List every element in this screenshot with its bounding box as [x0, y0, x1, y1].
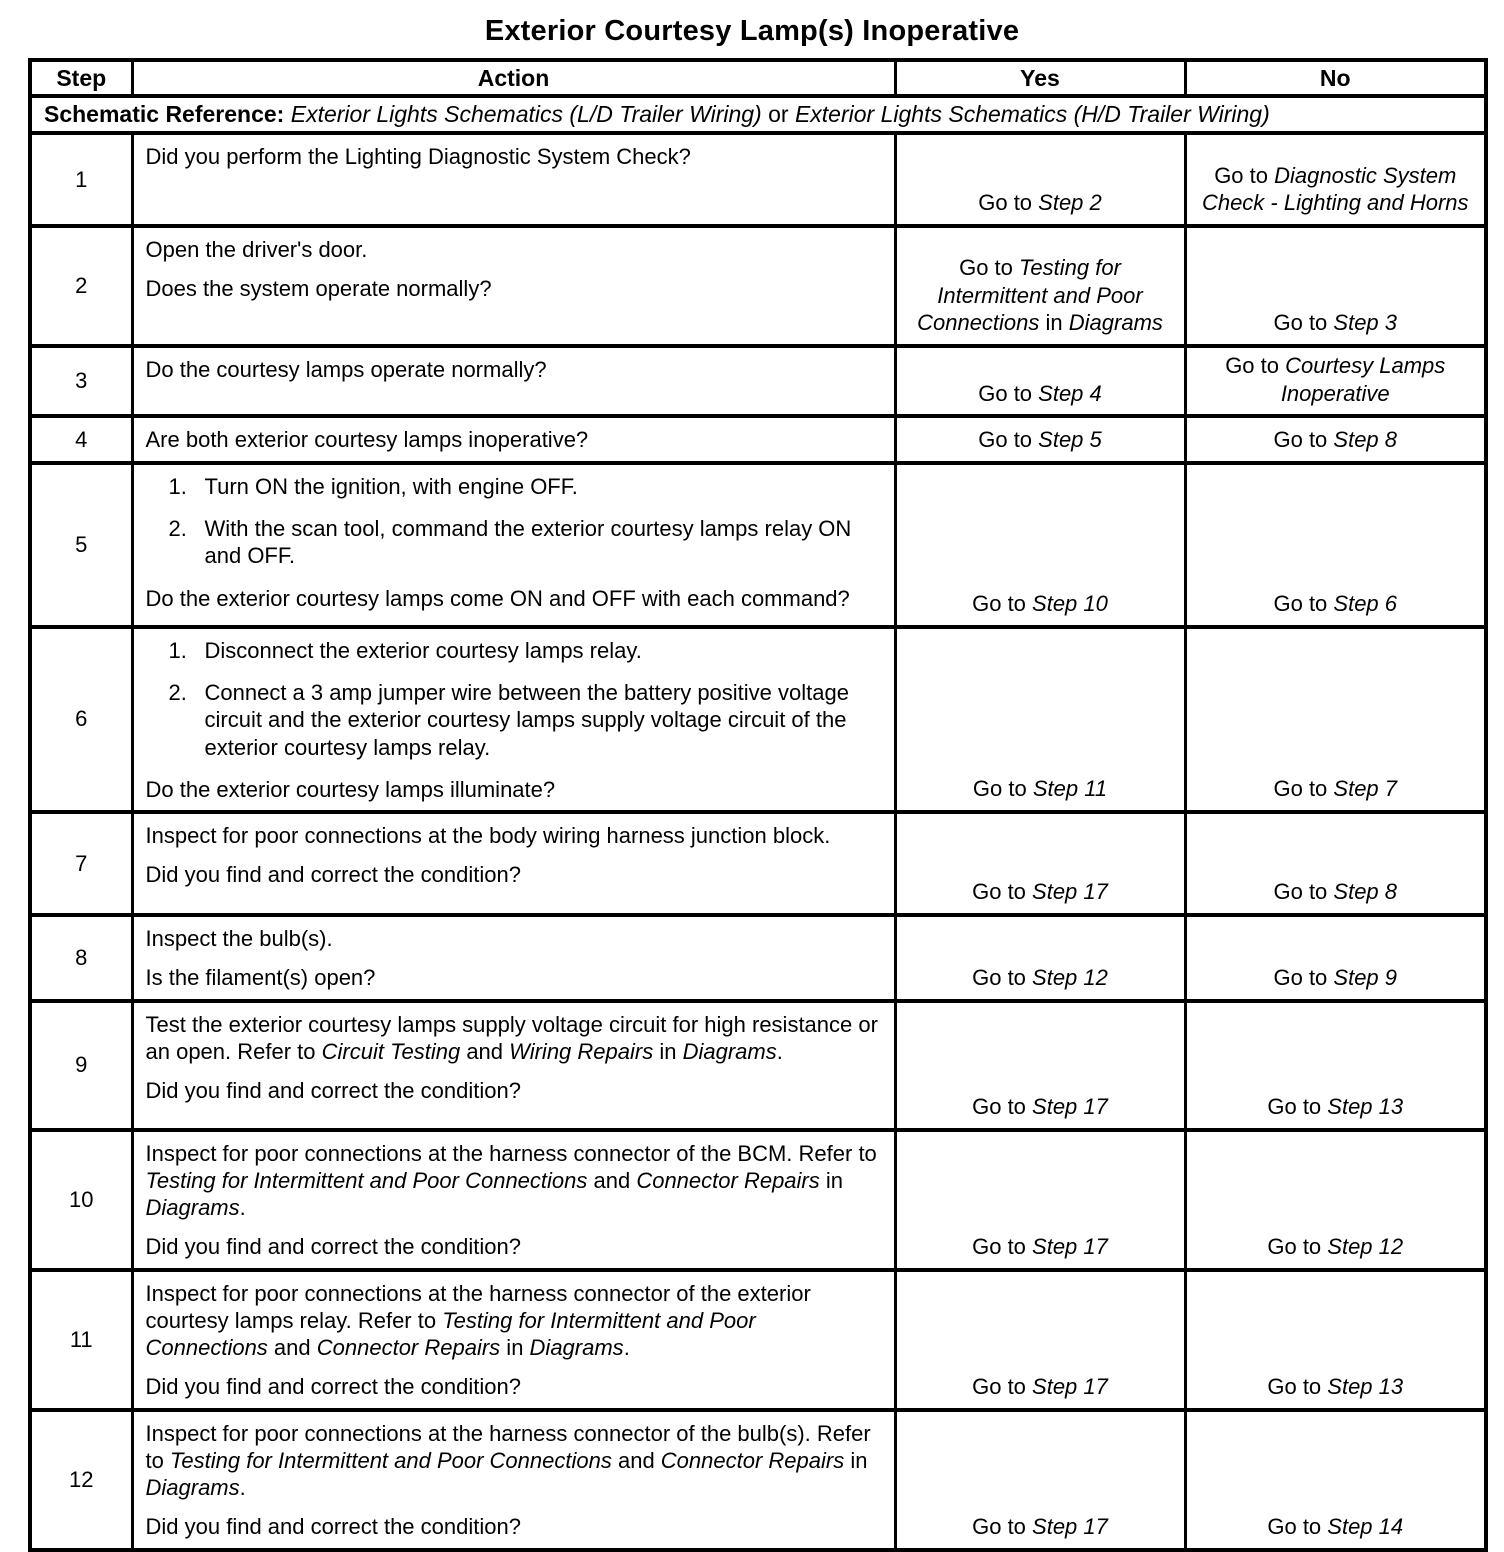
text-segment: in [653, 1038, 683, 1064]
italic-text-segment: Step 6 [1333, 590, 1398, 616]
action-cell [132, 416, 895, 462]
yes-cell [895, 1001, 1185, 1130]
action-cell [132, 463, 895, 627]
italic-text-segment: Step 8 [1333, 426, 1398, 452]
italic-text-segment: Step 14 [1327, 1514, 1404, 1540]
text-segment: Go to [1273, 879, 1334, 905]
yes-cell [895, 812, 1185, 915]
italic-text-segment: Connector Repairs [660, 1447, 845, 1473]
text-segment: Inspect the bulb(s). [145, 926, 333, 952]
no-cell [1185, 346, 1486, 416]
action-paragraph [146, 143, 884, 170]
text-segment: With the scan tool, command the exterior courtesy lamps relay ON and OFF. [204, 515, 852, 569]
text-segment: Go to [972, 1233, 1033, 1259]
italic-text-segment: Step 13 [1327, 1093, 1404, 1119]
italic-text-segment: Diagrams [682, 1038, 777, 1064]
text-segment: Inspect for poor connections at the harness connector of the bulb(s). Refer to [145, 1420, 871, 1473]
table-row [30, 812, 1486, 915]
action-list-item [169, 515, 884, 570]
action-list-item [169, 637, 884, 664]
action-cell [132, 1410, 895, 1550]
no-cell [1185, 812, 1486, 915]
table-row [30, 416, 1486, 462]
table-row [30, 627, 1486, 812]
text-segment: Go to [1267, 1093, 1328, 1119]
italic-text-segment: Step 13 [1327, 1373, 1404, 1399]
text-segment: Go to [1273, 776, 1334, 802]
list-number: 1. [168, 473, 187, 499]
italic-text-segment: Step 8 [1333, 879, 1398, 905]
action-cell [132, 1130, 895, 1270]
text-segment: in [1039, 310, 1069, 336]
text-segment: and [587, 1167, 637, 1193]
action-paragraph [146, 1140, 884, 1222]
table-row [30, 346, 1486, 416]
text-segment: Does the system operate normally? [145, 276, 492, 302]
text-segment: . [239, 1475, 246, 1501]
text-segment: Open the driver's door. [145, 237, 368, 262]
step-number-cell: 10 [30, 1130, 132, 1270]
action-paragraph [146, 1233, 884, 1260]
step-number-cell: 9 [30, 1001, 132, 1130]
italic-text-segment: Connector Repairs [636, 1167, 820, 1193]
table-row [30, 1001, 1486, 1130]
table-header-row [30, 60, 1486, 96]
italic-text-segment: Testing for Intermittent and Poor Connections [145, 1167, 588, 1193]
action-cell [132, 915, 895, 1001]
step-number-cell: 2 [30, 226, 132, 346]
text-segment: Go to [972, 590, 1033, 616]
text-segment: Go to [1273, 426, 1334, 452]
yes-cell [895, 1130, 1185, 1270]
text-segment: Inspect for poor connections at the harness connector of the BCM. Refer to [145, 1140, 877, 1166]
text-segment: Go to [972, 1373, 1033, 1399]
page-title: Exterior Courtesy Lamp(s) Inoperative [484, 15, 1020, 47]
italic-text-segment: Step 11 [1032, 776, 1108, 802]
yes-cell [895, 226, 1185, 346]
text-segment: . [776, 1038, 783, 1064]
step-number-cell: 1 [30, 133, 132, 226]
italic-text-segment: Testing for Intermittent and Poor Connections [169, 1447, 612, 1473]
table-row [30, 1130, 1486, 1270]
column-header-action: Action [132, 60, 895, 96]
no-cell [1185, 463, 1486, 627]
italic-text-segment: Step 17 [1032, 1514, 1108, 1540]
action-list-item [169, 679, 884, 761]
text-segment: Go to [1273, 964, 1334, 990]
italic-text-segment: Step 10 [1032, 590, 1108, 616]
text-segment: or [761, 101, 795, 127]
italic-text-segment: Connector Repairs [316, 1335, 501, 1361]
italic-text-segment: Diagrams [145, 1195, 240, 1221]
italic-text-segment: Diagnostic System Check - Lighting and Horns [1201, 162, 1469, 216]
action-cell [132, 1001, 895, 1130]
no-cell [1185, 627, 1486, 812]
step-number-cell: 8 [30, 915, 132, 1001]
no-cell [1185, 226, 1486, 346]
text-segment: and [267, 1335, 317, 1361]
list-number: 2. [168, 515, 187, 541]
yes-cell [895, 627, 1185, 812]
no-cell [1185, 1410, 1486, 1550]
step-number-cell: 11 [30, 1270, 132, 1410]
italic-text-segment: Step 3 [1333, 310, 1398, 336]
text-segment: Go to [978, 380, 1039, 406]
yes-cell [895, 1410, 1185, 1550]
action-paragraph [146, 861, 884, 888]
text-segment: Go to [1267, 1233, 1328, 1259]
schematic-reference-text [30, 96, 1486, 133]
yes-cell [895, 1270, 1185, 1410]
column-header-step: Step [30, 60, 132, 96]
action-paragraph [146, 236, 884, 263]
text-segment: Did you find and correct the condition? [145, 1078, 521, 1104]
action-paragraph [146, 1011, 884, 1066]
text-segment: Test the exterior courtesy lamps supply voltage circuit for high resistance or an open. Refer to [145, 1011, 878, 1064]
italic-text-segment: Step 2 [1038, 190, 1102, 216]
action-paragraph [146, 964, 884, 991]
text-segment: Is the filament(s) open? [145, 965, 376, 991]
text-segment: Did you find and correct the condition? [145, 1514, 521, 1540]
action-cell [132, 1270, 895, 1410]
text-segment: Turn ON the ignition, with engine OFF. [204, 473, 578, 499]
text-segment: Go to [972, 776, 1033, 802]
action-paragraph [146, 275, 884, 302]
no-cell [1185, 915, 1486, 1001]
action-cell [132, 812, 895, 915]
list-number: 1. [168, 637, 187, 663]
list-item-text [205, 679, 884, 761]
action-list-item [169, 473, 884, 500]
text-segment: Do the exterior courtesy lamps illuminate? [145, 776, 556, 802]
list-item-text [205, 637, 884, 664]
list-item-text [205, 515, 884, 570]
action-paragraph [146, 776, 884, 803]
yes-cell [895, 463, 1185, 627]
italic-text-segment: Circuit Testing [321, 1038, 461, 1064]
text-segment: in [500, 1335, 530, 1361]
text-segment: and [611, 1447, 661, 1473]
text-segment: . [623, 1335, 630, 1361]
italic-text-segment: Exterior Lights Schematics (L/D Trailer Wiring) [290, 101, 762, 127]
text-segment: Go to [1273, 590, 1334, 616]
italic-text-segment: Step 17 [1032, 1233, 1108, 1259]
italic-text-segment: Step 12 [1327, 1233, 1404, 1259]
text-segment: Go to [959, 254, 1019, 280]
italic-text-segment: Testing for Intermittent and Poor Connections [917, 254, 1143, 336]
column-header-no: No [1185, 60, 1486, 96]
text-segment: . [239, 1195, 246, 1221]
text-segment: in [819, 1167, 844, 1193]
step-number-cell: 6 [30, 627, 132, 812]
text-segment: Inspect for poor connections at the body wiring harness junction block. [145, 823, 831, 849]
italic-text-segment: Diagrams [1068, 310, 1163, 336]
yes-cell [895, 416, 1185, 462]
text-segment: Go to [1267, 1373, 1328, 1399]
text-segment: Connect a 3 amp jumper wire between the battery positive voltage circuit and the exterior courtesy lamps supply voltage circuit of the exterior courtesy lamps relay. [204, 679, 849, 760]
table-row [30, 1410, 1486, 1550]
text-segment: Are both exterior courtesy lamps inoperative? [145, 427, 589, 453]
yes-cell [895, 915, 1185, 1001]
italic-text-segment: Step 17 [1032, 1093, 1108, 1119]
bold-text-segment: Schematic Reference: [44, 101, 291, 127]
text-segment: Go to [1214, 162, 1275, 188]
column-header-yes: Yes [895, 60, 1185, 96]
italic-text-segment: Diagrams [145, 1475, 240, 1501]
action-cell [132, 346, 895, 416]
diagnostic-table [28, 58, 1488, 1552]
yes-cell [895, 133, 1185, 226]
text-segment: Go to [1225, 353, 1286, 378]
text-segment: Did you perform the Lighting Diagnostic System Check? [145, 144, 691, 169]
italic-text-segment: Diagrams [529, 1335, 624, 1361]
action-paragraph [146, 1077, 884, 1104]
no-cell [1185, 133, 1486, 226]
yes-cell [895, 346, 1185, 416]
action-paragraph [146, 356, 884, 383]
table-row [30, 1270, 1486, 1410]
text-segment: Go to [972, 1514, 1033, 1540]
no-cell [1185, 416, 1486, 462]
italic-text-segment: Wiring Repairs [509, 1038, 654, 1064]
list-number: 2. [168, 679, 187, 705]
table-row [30, 133, 1486, 226]
action-paragraph [146, 585, 884, 612]
text-segment: Go to [1273, 310, 1334, 336]
text-segment: Do the courtesy lamps operate normally? [145, 357, 547, 382]
no-cell [1185, 1130, 1486, 1270]
action-cell [132, 627, 895, 812]
text-segment: Go to [972, 879, 1033, 905]
italic-text-segment: Testing for Intermittent and Poor Connections [145, 1307, 756, 1361]
no-cell [1185, 1001, 1486, 1130]
text-segment: Go to [978, 190, 1039, 216]
text-segment: Did you find and correct the condition? [145, 1374, 521, 1400]
table-row [30, 915, 1486, 1001]
step-number-cell: 3 [30, 346, 132, 416]
text-segment: Did you find and correct the condition? [145, 862, 521, 888]
text-segment: Go to [978, 426, 1039, 452]
italic-text-segment: Step 12 [1032, 964, 1108, 990]
step-number-cell: 12 [30, 1410, 132, 1550]
step-number-cell: 5 [30, 463, 132, 627]
text-segment: Go to [972, 1093, 1033, 1119]
action-paragraph [146, 1373, 884, 1400]
action-paragraph [146, 925, 884, 952]
table-row [30, 226, 1486, 346]
italic-text-segment: Step 17 [1032, 879, 1108, 905]
document-page [0, 15, 1504, 1552]
schematic-reference-row [30, 96, 1486, 133]
text-segment: Do the exterior courtesy lamps come ON and OFF with each command? [145, 585, 850, 611]
text-segment: Did you find and correct the condition? [145, 1234, 521, 1260]
action-paragraph [146, 1280, 884, 1362]
text-segment: Go to [972, 964, 1033, 990]
italic-text-segment: Courtesy Lamps Inoperative [1280, 353, 1446, 406]
action-paragraph [146, 822, 884, 849]
text-segment: Disconnect the exterior courtesy lamps relay. [204, 637, 642, 663]
list-item-text [205, 473, 884, 500]
action-cell [132, 226, 895, 346]
italic-text-segment: Step 17 [1032, 1373, 1108, 1399]
step-number-cell: 4 [30, 416, 132, 462]
text-segment: in [844, 1447, 868, 1473]
text-segment: Go to [1267, 1514, 1328, 1540]
italic-text-segment: Step 7 [1333, 776, 1398, 802]
action-paragraph [146, 426, 884, 453]
no-cell [1185, 1270, 1486, 1410]
italic-text-segment: Step 9 [1333, 964, 1398, 990]
italic-text-segment: Exterior Lights Schematics (H/D Trailer Wiring) [794, 101, 1270, 127]
action-cell [132, 133, 895, 226]
italic-text-segment: Step 4 [1038, 380, 1102, 406]
italic-text-segment: Step 5 [1038, 426, 1102, 452]
text-segment: Inspect for poor connections at the harness connector of the exterior courtesy lamps relay. Refer to [145, 1280, 811, 1333]
step-number-cell: 7 [30, 812, 132, 915]
text-segment: and [460, 1038, 510, 1064]
action-paragraph [146, 1420, 884, 1502]
table-row [30, 463, 1486, 627]
